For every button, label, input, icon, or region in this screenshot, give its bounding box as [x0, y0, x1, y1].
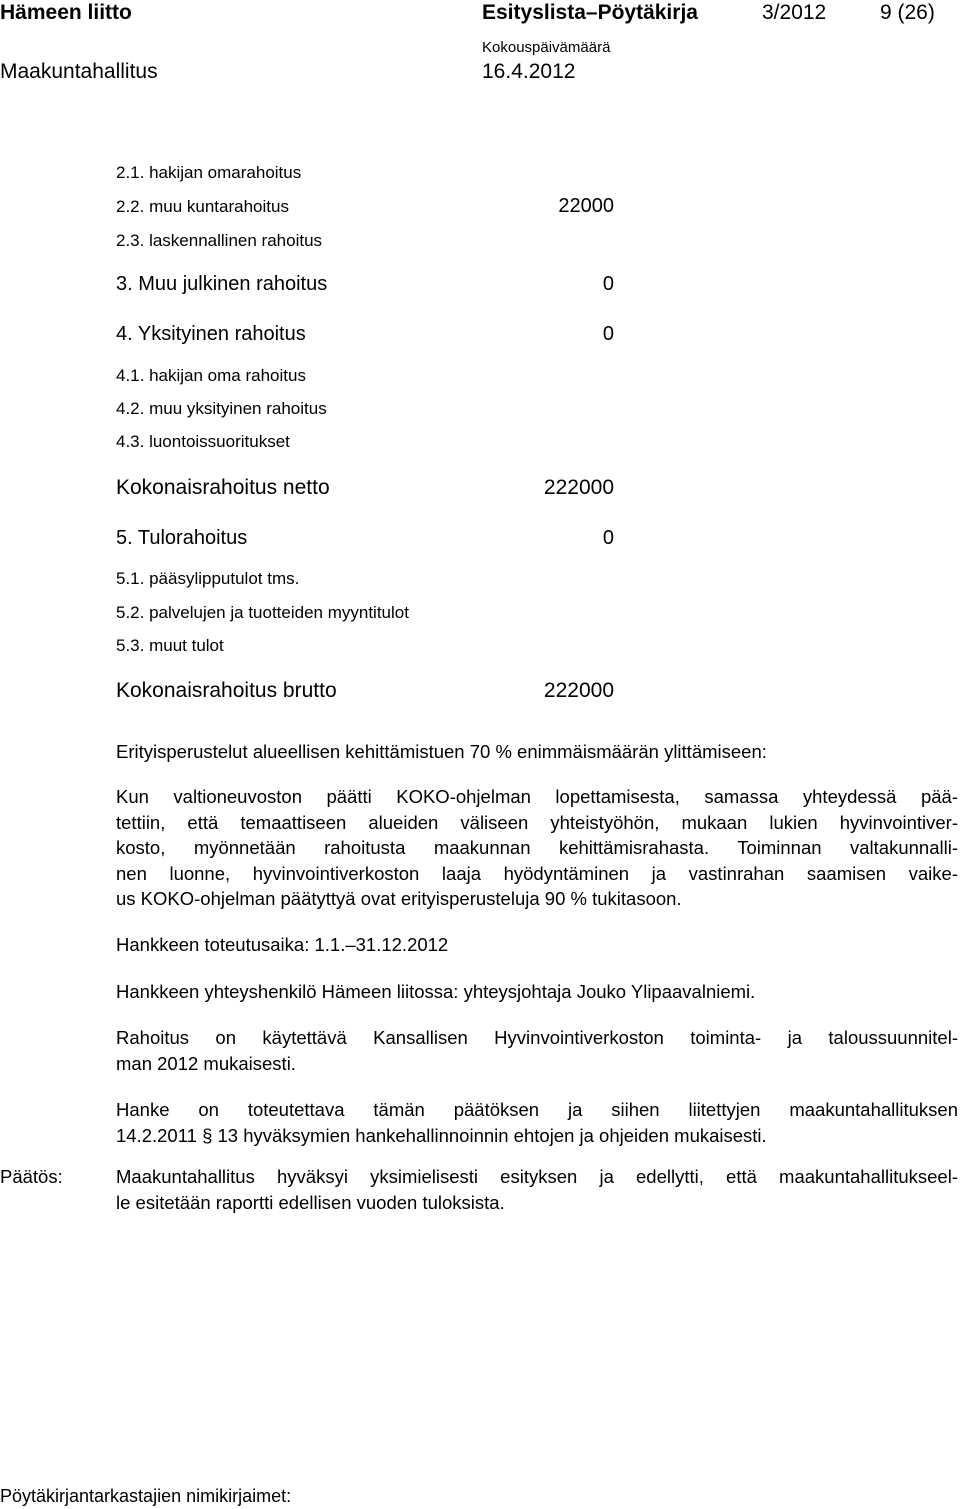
financing-row-label: 4.3. luontoissuoritukset — [116, 432, 290, 451]
financing-row-label: 5.2. palvelujen ja tuotteiden myyntitulot — [116, 603, 409, 622]
financing-row-value: 22000 — [558, 195, 614, 217]
document-type: Esityslista–Pöytäkirja — [482, 1, 698, 24]
board-name: Maakuntahallitus — [0, 60, 158, 83]
paragraph-line: le esitetään raportti edellisen vuoden tuloksista. — [116, 1191, 505, 1213]
paragraph-line: Kun valtioneuvoston päätti KOKO-ohjelman lopettamisesta, samassa yhteydessä pää- — [116, 786, 958, 807]
special-grounds-heading: Erityisperustelut alueellisen kehittämistuen 70 % enimmäismäärän ylittämiseen: — [116, 741, 767, 762]
organization-name: Hämeen liitto — [0, 1, 132, 24]
paragraph-line: tettiin, että temaattiseen alueiden väliseen yhteistyöhön, mukaan lukien hyvinvointiver- — [116, 811, 958, 833]
financing-row-label: 2.3. laskennallinen rahoitus — [116, 231, 323, 250]
financing-row-value: 0 — [602, 273, 614, 295]
meeting-date-label: Kokouspäivämäärä — [482, 39, 611, 56]
financing-row-value: 222000 — [543, 679, 614, 702]
decision-label: Päätös: — [0, 1166, 63, 1187]
paragraph-line: Rahoitus on käytettävä Kansallisen Hyvinvointiverkoston toiminta- ja taloussuunnitel- — [116, 1027, 958, 1048]
paragraph-line: us KOKO-ohjelman päätyttyä ovat erityisperusteluja 90 % tukitasoon. — [116, 888, 682, 909]
financing-row-value: 222000 — [543, 476, 614, 499]
meeting-date: 16.4.2012 — [482, 60, 576, 83]
financing-row-label: 2.2. muu kuntarahoitus — [116, 197, 289, 216]
financing-row-value: 0 — [602, 323, 614, 345]
financing-row-label: 4. Yksityinen rahoitus — [116, 323, 306, 345]
paragraph-line: man 2012 mukaisesti. — [116, 1052, 296, 1074]
paragraph-line: kosto, myönnetään rahoitusta maakunnan kehittämisrahasta. Toiminnan valtakunnalli- — [116, 837, 958, 858]
financing-row-label: 5.3. muut tulot — [116, 636, 224, 655]
paragraph-line: 14.2.2011 § 13 hyväksymien hankehallinnoinnin ehtojen ja ohjeiden mukaisesti. — [116, 1124, 767, 1146]
signatures-label: Pöytäkirjantarkastajien nimikirjaimet: — [0, 1486, 292, 1506]
financing-row-label: 2.1. hakijan omarahoitus — [116, 163, 302, 182]
funding-paragraph — [116, 1025, 958, 1076]
financing-row-label: 5.1. pääsylipputulot tms. — [116, 569, 300, 588]
financing-row-label: 3. Muu julkinen rahoitus — [116, 273, 328, 295]
special-grounds-paragraph — [116, 784, 958, 912]
financing-row-value: 0 — [602, 527, 614, 549]
financing-row-label: Kokonaisrahoitus brutto — [116, 679, 337, 702]
financing-row-label: 4.2. muu yksityinen rahoitus — [116, 399, 327, 418]
page-number: 9 (26) — [880, 1, 935, 24]
conditions-paragraph — [116, 1097, 958, 1148]
financing-row-label: Kokonaisrahoitus netto — [116, 476, 330, 499]
paragraph-line: Maakuntahallitus hyväksyi yksimielisesti esityksen ja edellytti, että maakuntahallitukseel- — [116, 1166, 958, 1187]
paragraph-line: Hanke on toteutettava tämän päätöksen ja siihen liitettyjen maakuntahallituksen — [116, 1099, 958, 1120]
financing-row-label: 4.1. hakijan oma rahoitus — [116, 366, 306, 385]
decision-paragraph — [116, 1164, 958, 1215]
paragraph-line: nen luonne, hyvinvointiverkoston laaja hyödyntäminen ja vastinrahan saamisen vaike- — [116, 862, 958, 884]
implementation-period: Hankkeen toteutusaika: 1.1.–31.12.2012 — [116, 934, 449, 955]
financing-row-label: 5. Tulorahoitus — [116, 527, 248, 549]
document-number: 3/2012 — [762, 1, 827, 24]
contact-person: Hankkeen yhteyshenkilö Hämeen liitossa: yhteysjohtaja Jouko Ylipaavalniemi. — [116, 981, 756, 1002]
